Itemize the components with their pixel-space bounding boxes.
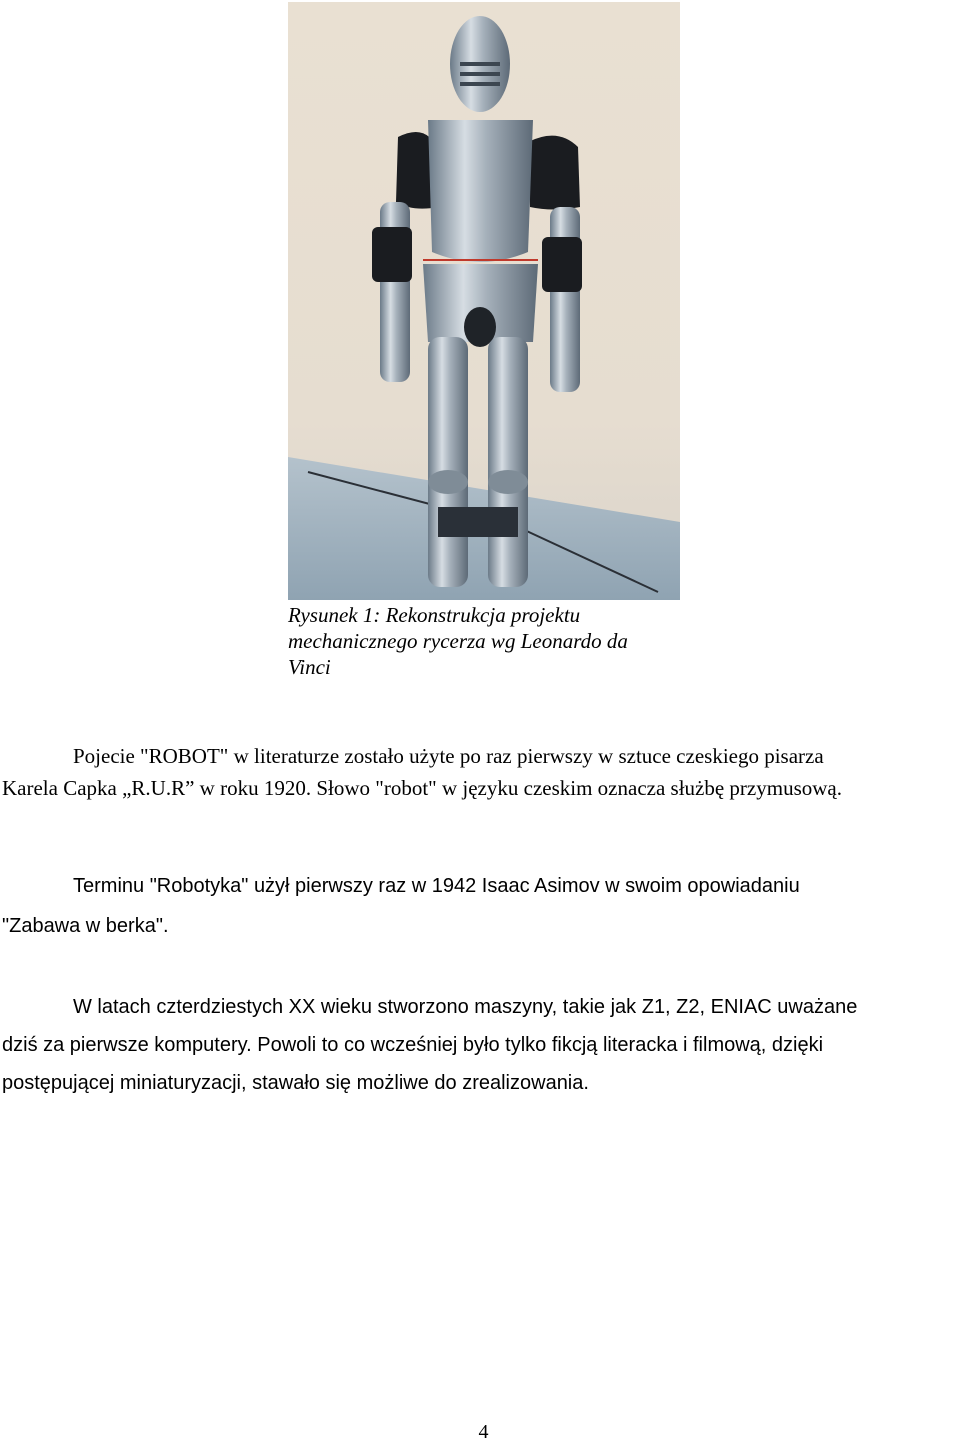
right-pauldron — [528, 136, 580, 210]
left-leg — [428, 337, 468, 587]
paragraph-robot-term — [2, 740, 954, 804]
right-arm — [550, 207, 580, 392]
right-leg — [488, 337, 528, 587]
caption-line: mechanicznego rycerza wg Leonardo da — [288, 629, 628, 653]
caption-line: Rysunek 1: Rekonstrukcja projektu — [288, 603, 581, 627]
paragraph-computers — [2, 988, 954, 1102]
paragraph-line: Karela Capka „R.U.R” w roku 1920. Słowo "robot" w języku czeskim oznacza służbę przymusową. — [2, 776, 842, 800]
paragraph-line: "Zabawa w berka". — [2, 915, 169, 937]
paragraph-robotics-term — [2, 866, 954, 946]
paragraph-line: dziś za pierwsze komputery. Powoli to co wcześniej było tylko fikcją literacka i filmową, dzięki — [2, 1034, 824, 1056]
breastplate — [428, 120, 533, 262]
page-number: 4 — [478, 1421, 489, 1443]
figure-knight-armor-photo — [288, 2, 680, 600]
caption-line: Vinci — [288, 655, 331, 679]
paragraph-line: Pojecie "ROBOT" w literaturze zostało użyte po raz pierwszy w sztuce czeskiego pisarza — [73, 744, 824, 768]
paragraph-line: W latach czterdziestych XX wieku stworzono maszyny, takie jak Z1, Z2, ENIAC uważane — [73, 996, 858, 1018]
paragraph-line: Terminu "Robotyka" użył pierwszy raz w 1942 Isaac Asimov w swoim opowiadaniu — [73, 875, 800, 897]
paragraph-line: postępującej miniaturyzacji, stawało się możliwe do zrealizowania. — [2, 1072, 589, 1094]
figure-caption — [288, 602, 708, 680]
